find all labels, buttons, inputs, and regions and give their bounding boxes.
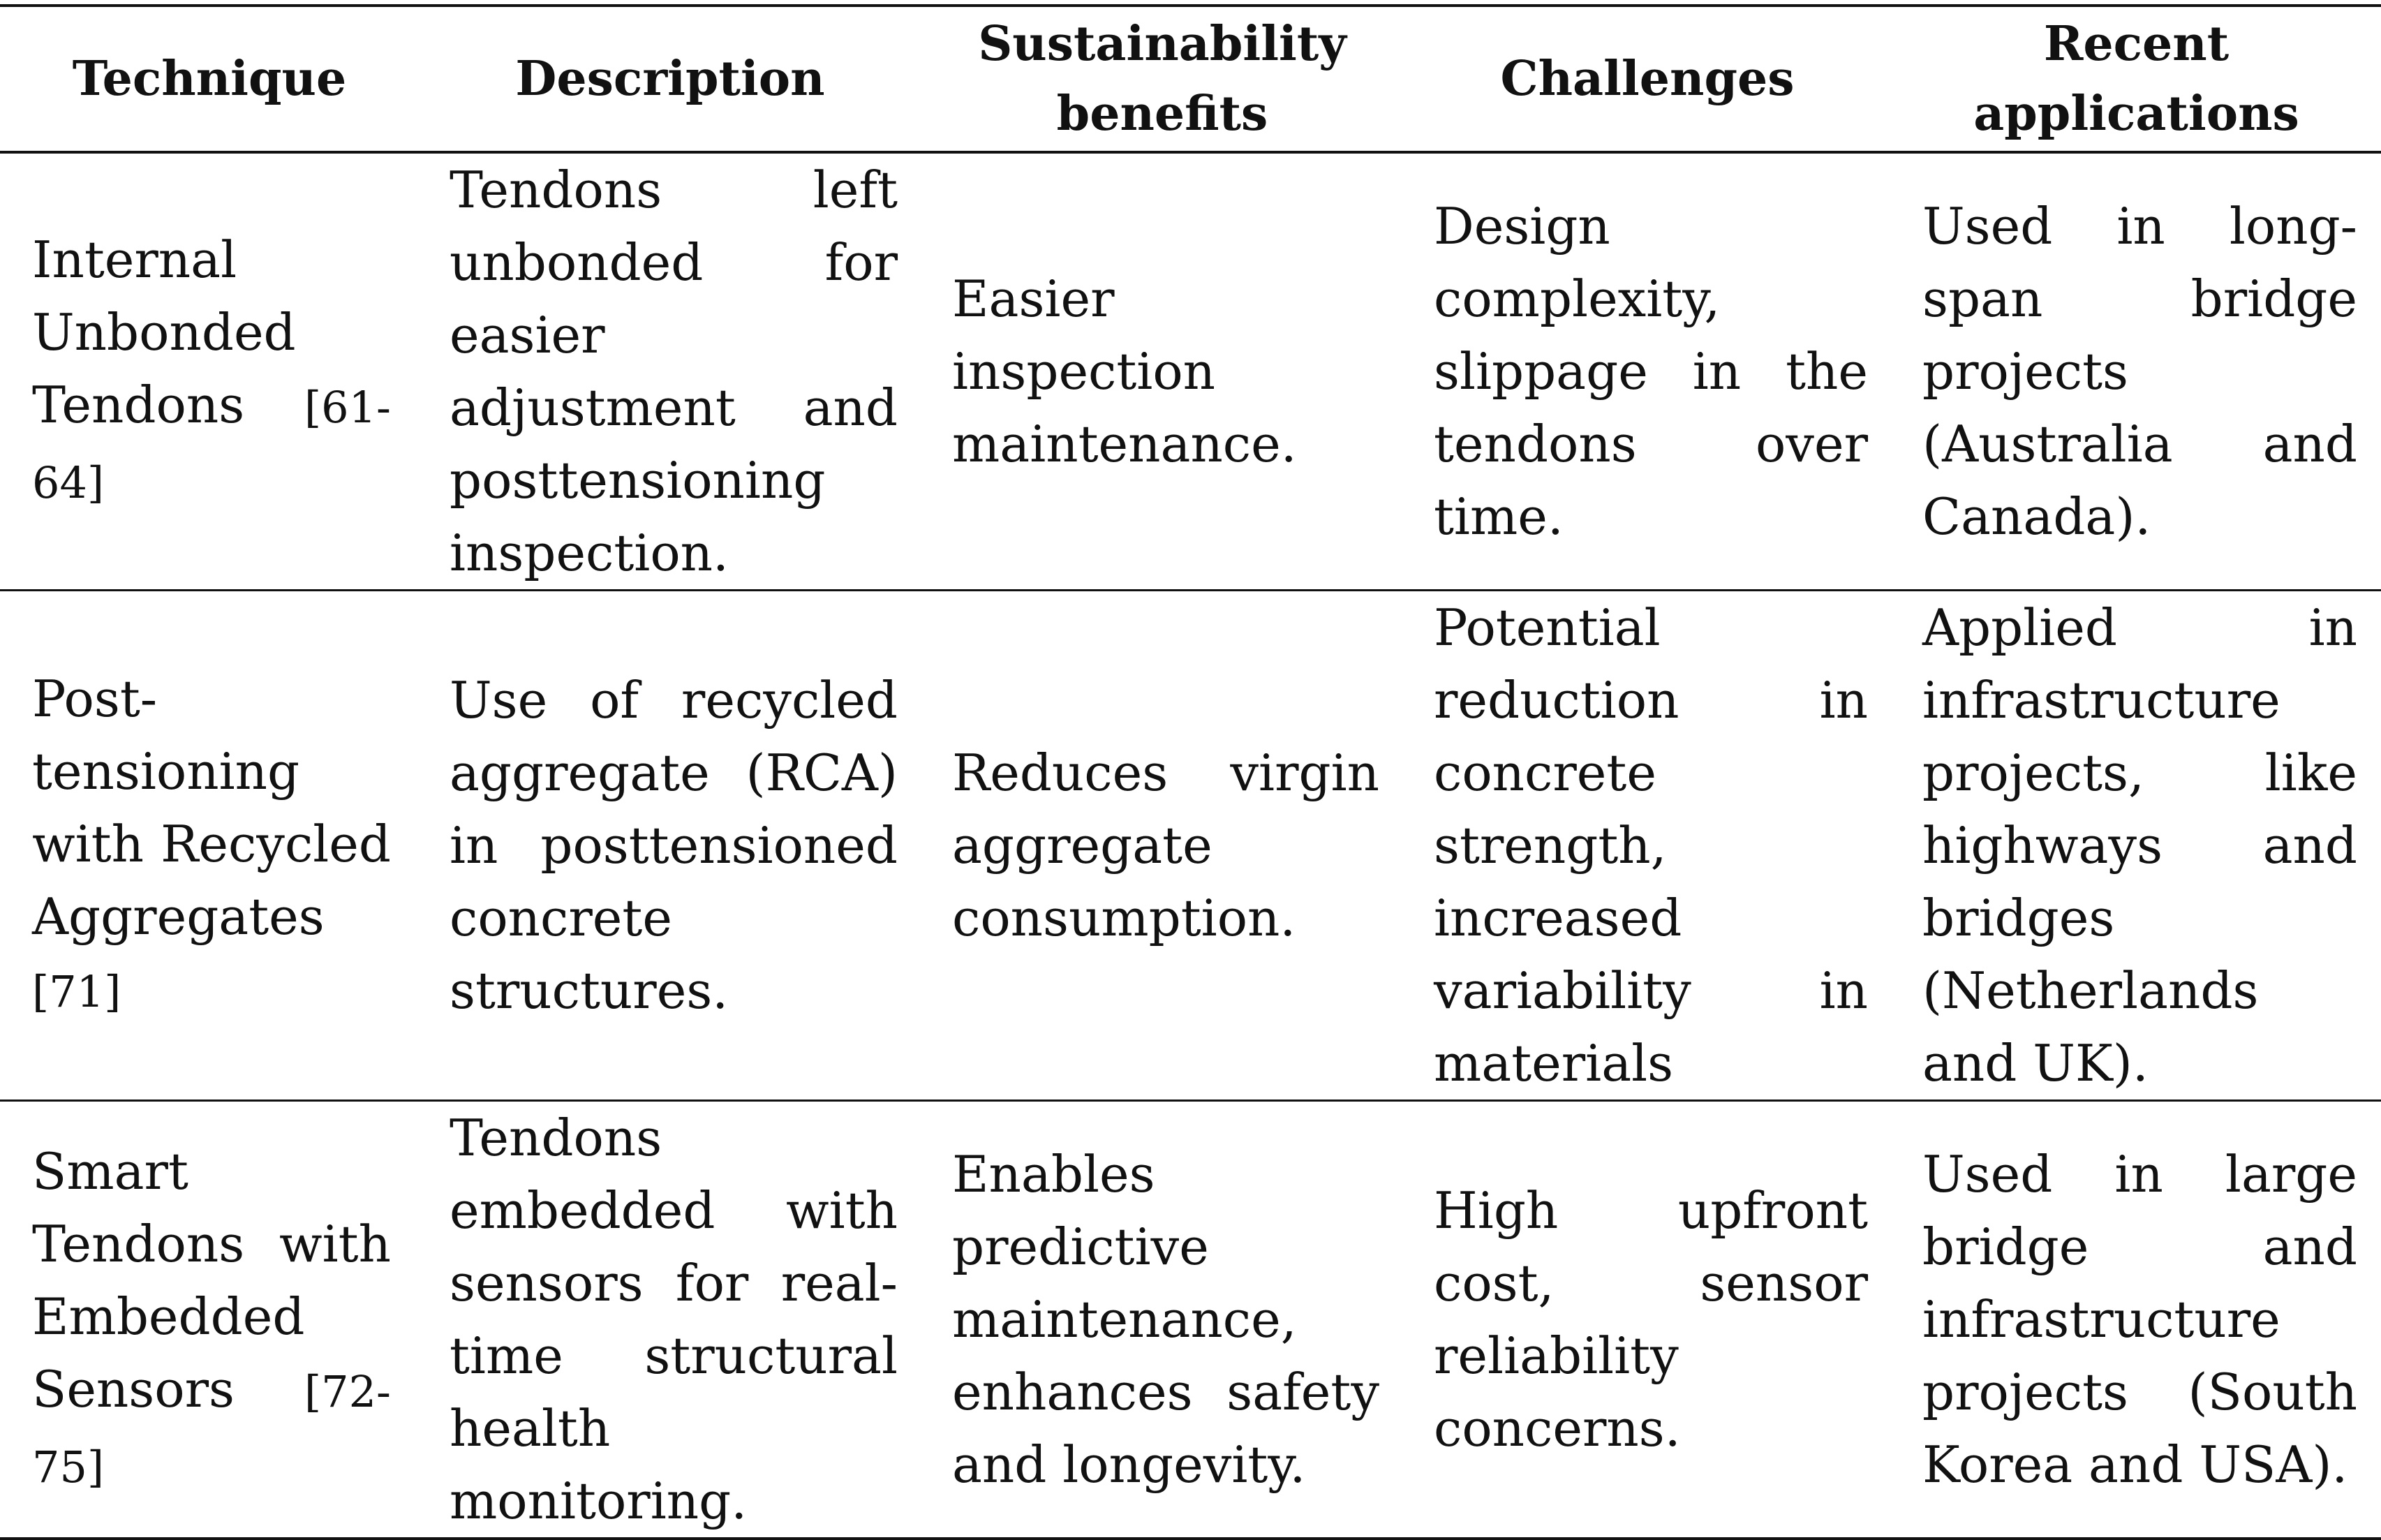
table-row bbox=[0, 1101, 2381, 1539]
header-technique: Technique bbox=[72, 51, 347, 107]
description-cell: Use of recycled aggregate (RCA) in posttensioned concrete structures. bbox=[450, 671, 898, 1020]
technique-name: Post-tensioning with Recycled Aggregates bbox=[32, 669, 391, 946]
technique-cell bbox=[0, 1101, 419, 1539]
table-header bbox=[0, 6, 2381, 152]
reference-citation: [61-64] bbox=[32, 382, 391, 508]
reference-citation: [72-75] bbox=[32, 1366, 391, 1493]
sustainability-cell: Enables predictive maintenance, enhances safety and longevity. bbox=[952, 1145, 1379, 1494]
applications-cell: Used in long-span bridge projects (Australia and Canada). bbox=[1922, 197, 2357, 546]
challenges-cell: High upfront cost, sensor reliability concerns. bbox=[1434, 1181, 1868, 1458]
sustainability-cell: Reduces virgin aggregate consumption. bbox=[952, 743, 1379, 947]
applications-cell: Used in large bridge and infrastructure projects (South Korea and USA). bbox=[1922, 1145, 2357, 1494]
header-row bbox=[0, 6, 2381, 152]
techniques-table bbox=[0, 4, 2381, 1540]
header-recent-applications: Recent applications bbox=[1973, 16, 2299, 142]
table-row bbox=[0, 152, 2381, 591]
header-sustainability-benefits: Sustainability benefits bbox=[978, 16, 1347, 142]
technique-cell bbox=[0, 152, 419, 591]
technique-name: Internal Unbonded Tendons bbox=[32, 230, 296, 434]
description-cell: Tendons left unbonded for easier adjustment and posttensioning inspection. bbox=[450, 161, 898, 582]
challenges-cell: Potential reduction in concrete strength, increased variability in materials bbox=[1434, 598, 1868, 1093]
table-row bbox=[0, 591, 2381, 1101]
description-cell: Tendons embedded with sensors for real-time structural health monitoring. bbox=[450, 1109, 898, 1530]
applications-cell: Applied in infrastructure projects, like highways and bridges (Netherlands and UK). bbox=[1922, 598, 2357, 1093]
challenges-cell: Design complexity, slippage in the tendons over time. bbox=[1434, 197, 1868, 546]
table-body bbox=[0, 152, 2381, 1539]
header-description: Description bbox=[515, 51, 825, 107]
header-challenges: Challenges bbox=[1500, 51, 1795, 107]
reference-citation: [71] bbox=[32, 966, 121, 1017]
sustainability-cell: Easier inspection maintenance. bbox=[952, 269, 1297, 473]
technique-name: Smart Tendons with Embedded Sensors bbox=[32, 1142, 391, 1419]
technique-cell bbox=[0, 591, 419, 1101]
